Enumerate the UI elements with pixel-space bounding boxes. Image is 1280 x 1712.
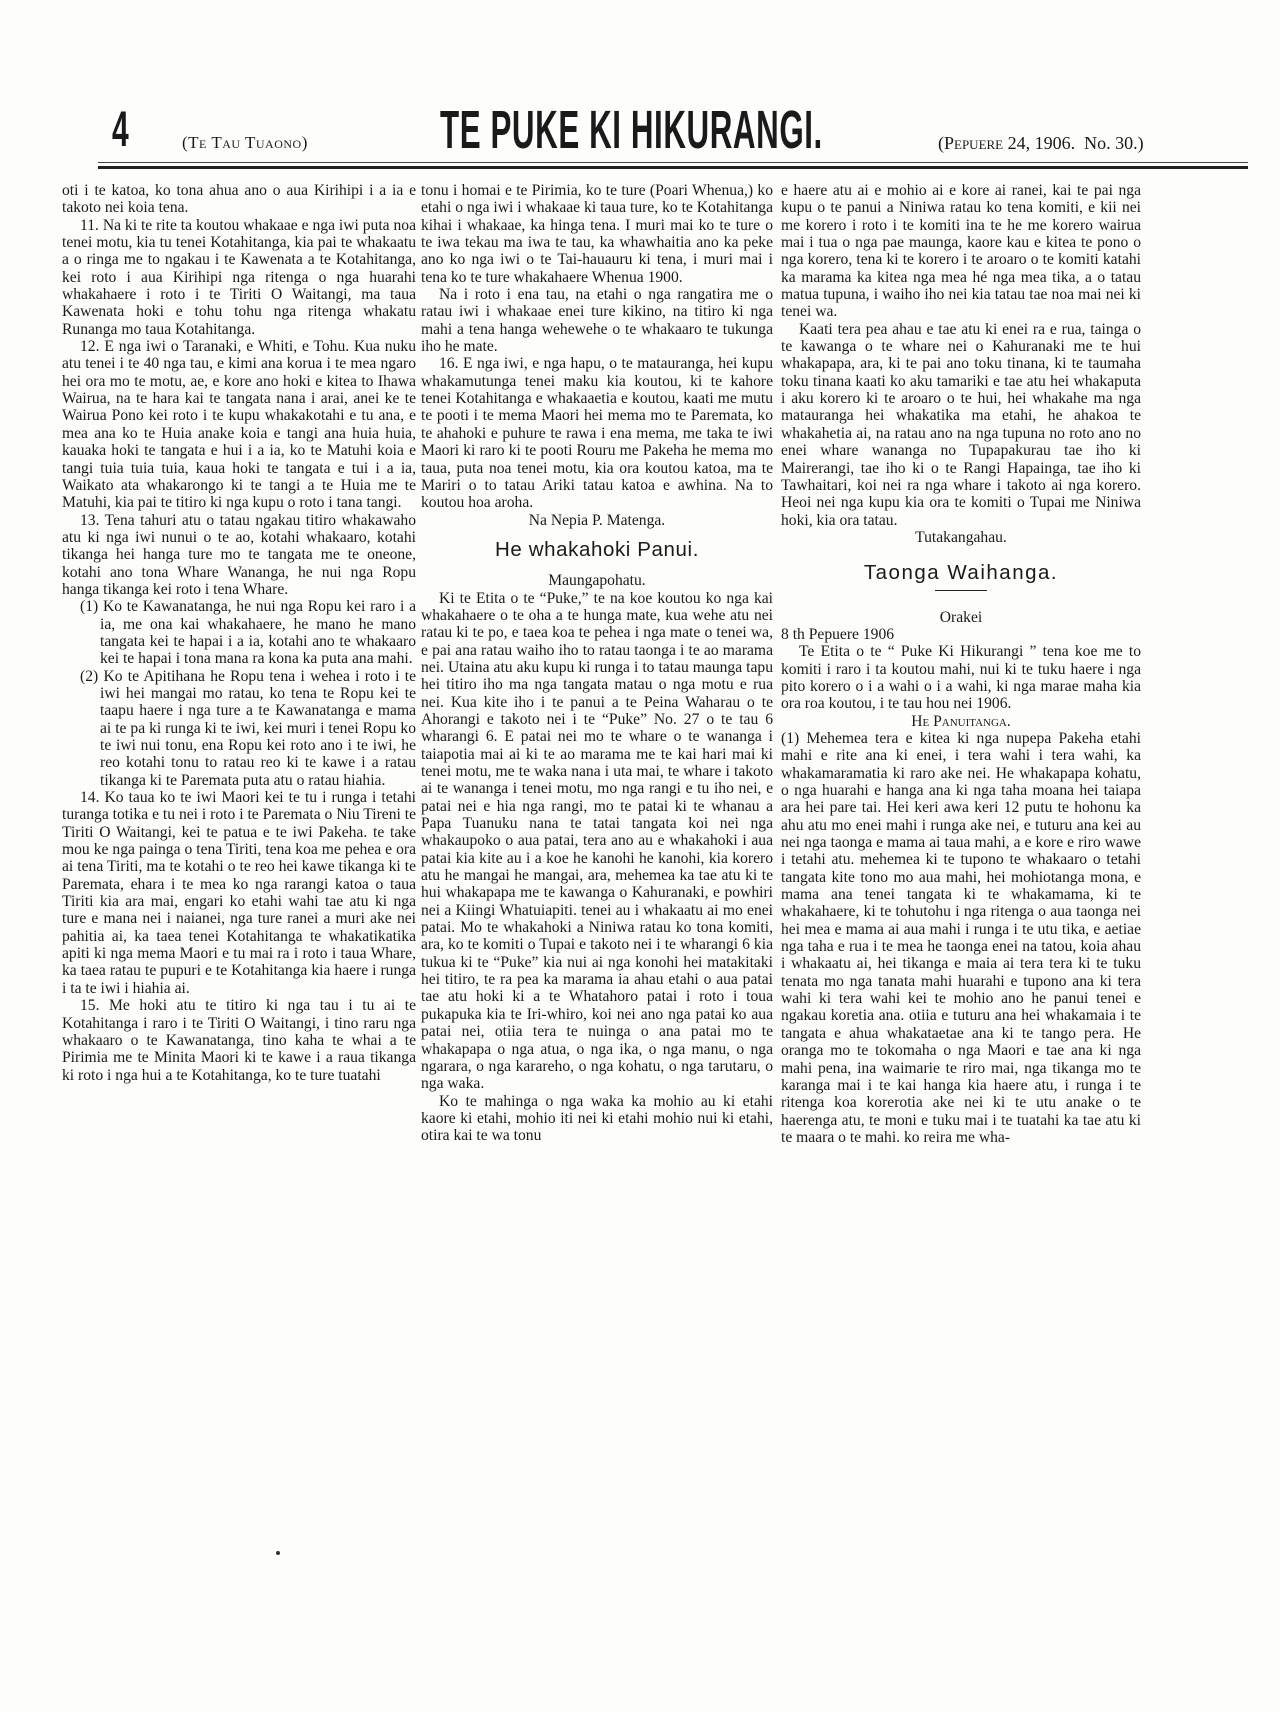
paragraph: 12. E nga iwi o Taranaki, e Whiti, e Tohu. Kua nuku atu tenei i te 40 nga tau, e kimi ana korua i te mea ngaro hei ora mo te motu, ae, e kore ano hoki e kitea to Ihawa Wairua, na te hara kai te tangata nana i arai, anei ke te Wairua Pono kei roto i te kupu whakakotahi e tu ana, e mea ana ko te Huia anake koia e tangi ana huia huia, kauaka hoki te tangata e hui i a ia, ko te Matuhi koia e tangi tuia tuia tuia, kaua hoki te tangata e tui i a ia, Waikato ata whakarongo ki te tangi a te Huia me te Matuhi, kia pai te titiro ki nga kupu o roto i tana tangi. [62,338,416,512]
ink-speck [276,1551,280,1555]
list-item: (2) Ko te Apitihana he Ropu tena i wehea i roto i te iwi hei mangai mo ratau, ko tena te Ropu kei te taapu haere i nga ture a te Kawanatanga e mama ai te pa ki runga ki te iwi, kei muri i tenei Ropu ko te iwi nui tonu, ena Ropu kei roto ano i te iwi, he reo kotahi tonu to ratau reo ki te kawe i a ratau tikanga ki te Paremata puta atu o ratau hiahia. [80,667,416,789]
paragraph: 14. Ko taua ko te iwi Maori kei te tu i runga i tetahi turanga totika e tu nei i roto i te Paremata o Niu Tireni te Tiriti O Waitangi, kei te patua e te iwi Pakeha. te take mou ke nga painga o tena Tiriti, tena koa me pehea e ora ai tena Tiriti, ma te kotahi o te reo hei kawe tikanga ki te Paremata, ehara i te mea ko nga rarangi katoa o taua Tiriti kia ara mai, engari ko etahi wahi tae atu ki nga ture e mana nei i naianei, nga ture ranei a muri ake nei pahitia ai, ka taea tenei Kotahitanga te whakatikatika apiti ki nga mema Maori e tu mai ra i roto i taua Whare, ka taea ratau te pupuri e te Kotahitanga kia haere i runga i ta te iwi i hiahia ai. [62,789,416,997]
paragraph: Ki te Etita o te “Puke,” te na koe koutou ko nga kai whakahaere o te oha a te hunga mate, kua wehe atu nei ratau ki te po, e taea koa te pehea i nga mate o tenei wa, e pai ana ratau waiho iho to ratau taonga i te ao marama nei. Utaina atu aku kupu ki runga i to tatau maunga tapu hei titiro iho ma nga tangata matau o nga motu e rua nei. Kua kite iho i te panui a te Peina Waharau o te Ahorangi e takoto nei i te “Puke” No. 27 o te tau 6 wharangi 6. E patai nei mo te whare o te wananga i taiapotia mai ai ki te ao marama me te kai hari mai ki tenei motu, me te waka nana i uta mai, te whare i takoto ai te wananga i tenei motu, mo nga rangi e tu iho nei, e patai nei e hia nga rangi, mo te patai ki te whanau a Papa Tuanuku nana te tatai tangata koi nei nga whakaupoko o aua patai, tera ano au e whakahoki i aua patai kia kite au i a koe he kanohi he kanohi, kia korero atu he mangai he mangai, ara, mehemea ka tae atu ki te hui whakapapa me te kawanga o Kahuranaki, e powhiri nei a Kiingi Whatuiapiti. tenei au i whakaatu ai mo enei patai. Mo te whakahoki a Niniwa ratau ko tona komiti, ara, ko te komiti o Tupai e takoto nei i te wharangi 6 kia tukua ki te “Puke” kia nui ai nga konohi hei matakitaki hei titiro, te ra pea ka marama ia ahau etahi o aua patai tae atu hoki ki a te Whatahoro patai i roto i toua pukapuka kia te Iri-whiro, koi nei ano nga patai ko aua patai nei, otiia tera te nuinga o ana patai mo te whakapapa o nga atua, o nga ika, o nga manu, o nga ngarara, o nga karareho, o nga kohatu, o nga tarutaru, o nga waka. [421,589,773,1093]
signature: Tutakangahau. [915,528,1007,546]
newspaper-title: TE PUKE KI HIKURANGI. [440,100,823,160]
article-heading: Taonga Waihanga. [863,561,1059,585]
issue-date: (Pepuere 24, 1906. [938,133,1076,153]
issue-number: No. 30.) [1084,133,1144,153]
place-line: Orakei [939,608,983,626]
paragraph: 11. Na ki te rite ta koutou whakaae e nga iwi puta noa tenei motu, kia tu tenei Kotahitanga, kia pai te whakaatu a o ringa me to ngakau i te Kawenata a te Kotahitanga, kei roto i aua Kirihipi nga ritenga o nga huarahi whakahaere i roto i te Tiriti O Waitangi, ma taua Kawenata hoki e tohu tohu nga ritenga whakatu Runanga mo taua Kotahitanga. [62,216,416,338]
paragraph: Te Etita o te “ Puke Ki Hikurangi ” tena koe me to komiti i raro i ta koutou mahi, nui ki te tuku haere i nga pito korero o i a wahi o i a wahi, ki nga marae maha kia ora roa koutou, i te tau hou nei 1906. [781,643,1141,713]
paragraph: 15. Me hoki atu te titiro ki nga tau i tu ai te Kotahitanga i raro i te Tiriti O Waitangi, i tino raru nga whakaaro o te Kawanatanga, tino kaha te whai a te Pirimia me te Minita Maori ki te kawe i a raua tikanga ki roto i nga hui a te Kotahitanga, ko te ture tuatahi [62,997,416,1084]
article-heading: He whakahoki Panui. [495,537,699,561]
subheading: He Panuitanga. [911,712,1011,730]
list-item: (1) Ko te Kawanatanga, he nui nga Ropu kei raro i a ia, me ona kai whakahaere, he mano he mano tangata kei te hapai i a ia, kotahi ano te whakaaro kei te hapai i tona mana ra kona ka puta ana mahi. [80,598,416,668]
paragraph: Na i roto i ena tau, na etahi o nga rangatira me o ratau iwi i whakaae enei ture kikino, na titiro ki nga mahi a tena hanga wehewehe o te whakaaro te tukunga iho he mate. [421,286,773,356]
paragraph: tonu i homai e te Pirimia, ko te ture (Poari Whenua,) ko etahi o nga iwi i whakaae ki taua ture, ko te Kotahitanga kihai i whakaae, ka hinga tena. I muri mai ko te ture o te iwa tekau ma iwa te tau, ka whawhaitia ano ka peke ano ko nga iwi o te Tai-hauauru ki tena, i muri mai i tena ko te ture whakahaere Whenua 1900. [421,182,773,286]
date-line: 8 th Pepuere 1906 [781,625,895,643]
paragraph: 16. E nga iwi, e nga hapu, o te matauranga, hei kupu whakamutunga tenei maku kia koutou, ki te kahore tenei Kotahitanga e whakaaetia e koutou, kaati me mutu te pooti i te mema Maori hei mema mo te Paremata, ko te ahahoki e puhure te rawa i ena mema, me taka te iwi Maori ki raro ki te pooti Rouru me Pakeha he mema mo taua, puta noa tenei motu, kia ora koutou katoa, ma te Mariri o to tatau Ariki tatau katoa e awhina. Na to koutou hoa aroha. [421,355,773,512]
signature: Na Nepia P. Matenga. [528,511,666,529]
issue-dateline [938,133,1144,154]
masthead-rule [98,166,1248,169]
paragraph: e haere atu ai e mohio ai e kore ai ranei, kai te pai nga kupu o te panui a Niniwa ratau ko tena komiti, e kii nei me korero i roto i te komiti ina te he me korero wairua mai i tua o nga pae maunga, kaore kau e kitea te pono o nga korero, tena ki te korero i te aroaro o te komiti katahi ka marama ka kitea nga mea hé nga mea tika, a o tatau matua tupuna, i waiho iho nei kia tatau tae noa mai nei ki tenei wa. [781,182,1141,321]
column-3 [781,182,1141,1146]
masthead-rule-thin [98,162,1248,163]
place-line: Maungapohatu. [548,572,646,590]
paragraph: (1) Mehemea tera e kitea ki nga nupepa Pakeha etahi mahi e rite ana ki enei, i tera wahi i tera wahi, ka whakamaramatia ki raro ake nei. He whakapapa kohatu, o nga huarahi e hanga ana ki nga taha moana hei taiapa ara hei pare tai. Hei keri awa keri 12 putu te hohonu ka ahu atu mo enei mahi i runga ake nei, e tuturu ana kei au nei nga taonga e mama ai taua mahi, a e kore e riro wawe i tetahi atu. mehemea ki te tupono te whakaaro o tetahi tangata kite tono mo aua mahi, hei mohiotanga mona, e mama ana tenei tangata ki te whakamama, ki te whakahaere, ki te tohutohu i nga ritenga o aua taonga nei hei mea e mama ai aua mahi i runga i te utu tika, e aetiae nga taha e rua i te mea he taonga enei na tatou, koia ahau i whakaatu ai, hei tikanga e maia ai tera tera ki te tuku tenata mo nga tanata mahi huarahi e tupono ana ki tera wahi ki tera wahi kei te mohio ano he panui tenei e ngakau koretia ana. otiia e tuturu ana hei whakamaia i te tangata e ahua whakataetae ana ki te tango pera. He oranga mo te tokomaha o nga Maori e tae ana ki nga mahi pena, ina waimarie te riro mai, nga tikanga mo te karanga mai i te kai hanga kia haere atu, i runga i te ritenga koa korerotia ake nei ki te utu anake o te haerenga atu, te moni e tuku mai i te tuatahi ka tae atu ki te maara o te mahi. ko reira me wha- [781,729,1141,1146]
page-number: 4 [112,101,129,157]
column-1 [62,182,416,1084]
paragraph: 13. Tena tahuri atu o tatau ngakau titiro whakawaho atu ki nga iwi nunui o te ao, kotahi whakaaro, kotahi tikanga hei hanga ture mo te tangata me te oneone, kotahi ano tona Whare Wananga, he nui nga Ropu hanga tikanga kei roto i tena Whare. [62,511,416,598]
paragraph: Kaati tera pea ahau e tae atu ki enei ra e rua, tainga o te kawanga o te whare nei o Kahuranaki me te hui whakapapa, ara, ki te pai ano toku tinana, ki te taumaha toku tinana kaati ko aku tamariki e tae atu hei whakaputa i aku korero ki te aroaro o te hui, hei whakahe ma nga matauranga hei whakatika ma etahi, he ahakoa te whakahetia ai, na ratau ano na nga tupuna no roto ano no enei whare wananga no Tupapakurau tae iho ki Mairerangi, tae iho ki o te Rangi Hapainga, tae iho ki Tawhaitari, koi nei ra nga whare i takoto ai nga korero. Heoi nei nga kupu kia ora te komiti o Tupai me Niniwa hoki, kia ora tatau. [781,320,1141,529]
paragraph: oti i te katoa, ko tona ahua ano o aua Kirihipi i a ia e takoto nei koia tena. [62,182,416,217]
column-2 [421,182,773,1145]
heading-rule [935,590,987,591]
paragraph: Ko te mahinga o nga waka ka mohio au ki etahi kaore ki etahi, mohio iti nei ki etahi mohio nui ki etahi, otira kai te wa tonu [421,1092,773,1145]
volume-label: (Te Tau Tuaono) [182,133,308,152]
